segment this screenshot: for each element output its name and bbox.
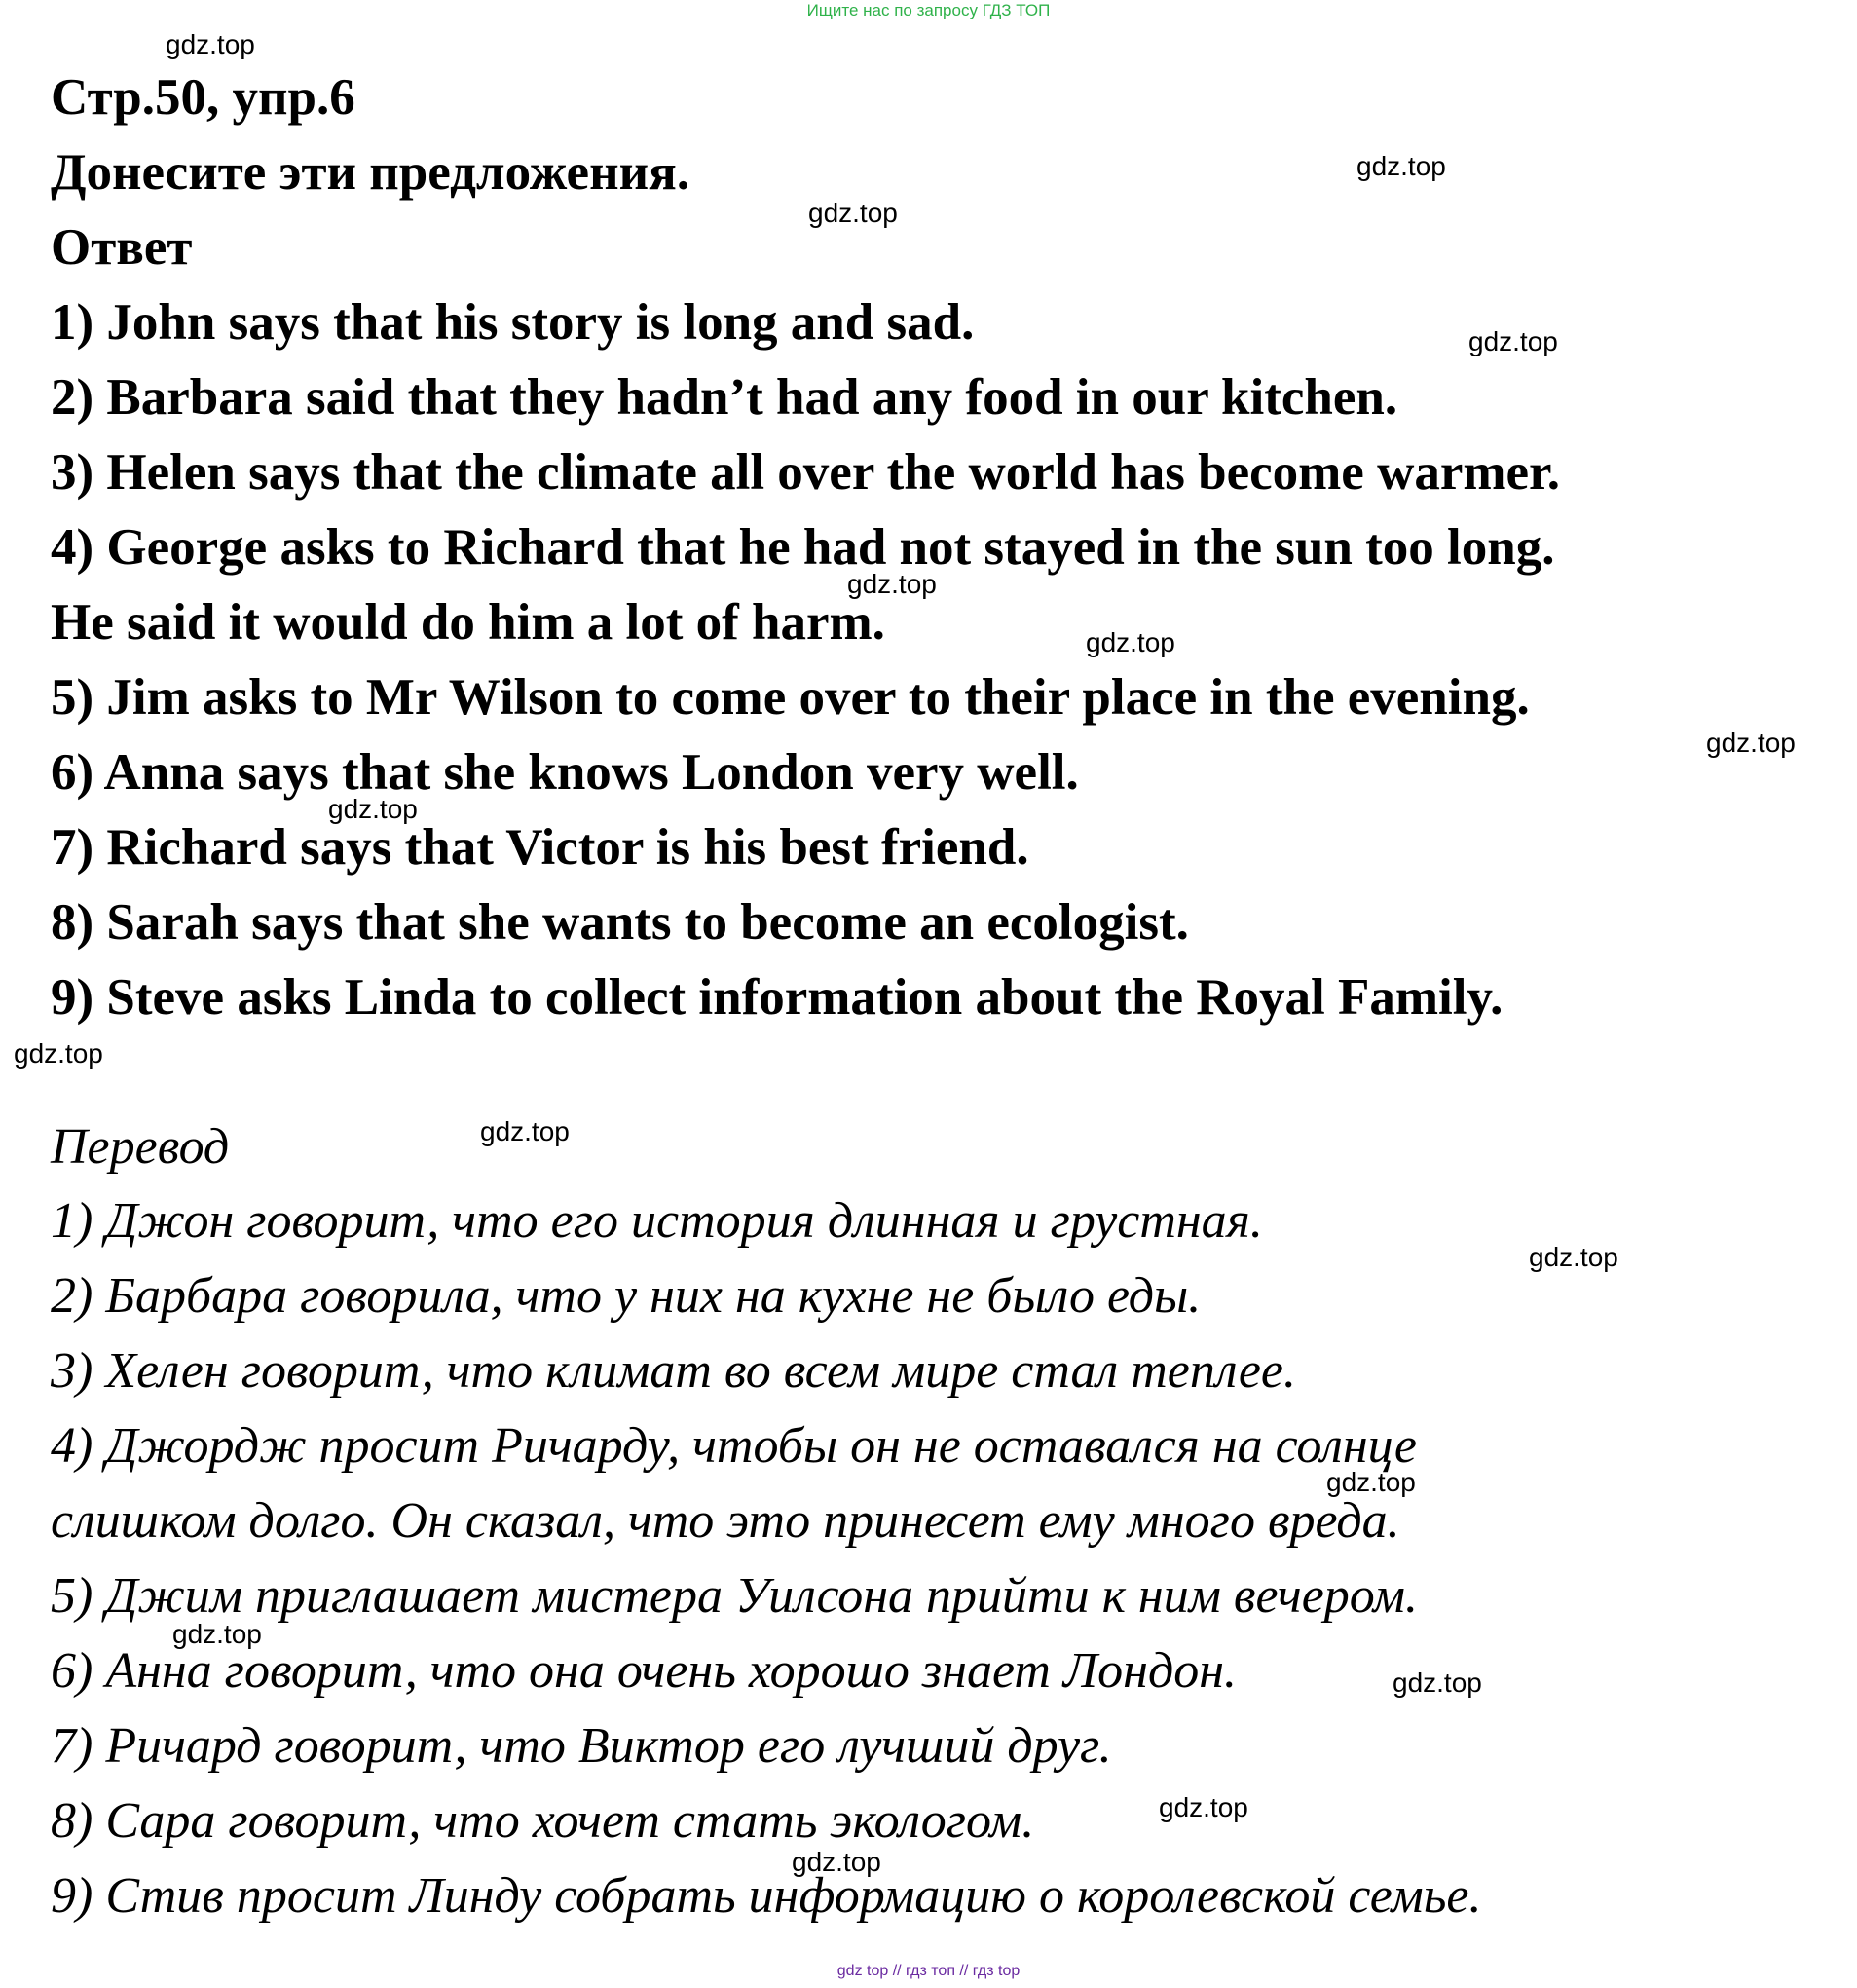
translation-line-3: 3) Хелен говорит, что климат во всем мире стал теплее.	[51, 1343, 1296, 1399]
translation-line-8: 8) Сара говорит, что хочет стать экологом.	[51, 1793, 1035, 1849]
watermark: gdz.top	[792, 1847, 881, 1877]
watermark: gdz.top	[166, 29, 255, 59]
translation-line-7: 7) Ричард говорит, что Виктор его лучший друг.	[51, 1718, 1112, 1774]
answer-line-5: 5) Jim asks to Mr Wilson to come over to their place in the evening.	[51, 669, 1530, 726]
watermark: gdz.top	[1159, 1792, 1248, 1822]
watermark: gdz.top	[1393, 1668, 1482, 1698]
translation-label: Перевод	[51, 1119, 230, 1175]
answer-line-2: 2) Barbara said that they hadn’t had any food in our kitchen.	[51, 369, 1398, 426]
translation-line-6: 6) Анна говорит, что она очень хорошо знает Лондон.	[51, 1643, 1238, 1699]
watermark: gdz.top	[1529, 1242, 1618, 1272]
answer-line-7: 7) Richard says that Victor is his best friend.	[51, 819, 1029, 876]
page-title: Стр.50, упр.6	[51, 69, 355, 126]
watermark: gdz.top	[1468, 326, 1558, 356]
watermark: gdz.top	[328, 794, 418, 824]
watermark: gdz.top	[14, 1038, 103, 1069]
answer-line-8: 8) Sarah says that she wants to become an ecologist.	[51, 894, 1189, 951]
watermark: gdz.top	[1706, 728, 1796, 758]
watermark: gdz.top	[480, 1116, 570, 1146]
top-banner: Ищите нас по запросу ГДЗ ТОП	[806, 1, 1051, 19]
watermark: gdz.top	[1356, 151, 1446, 181]
translation-line-1: 1) Джон говорит, что его история длинная и грустная.	[51, 1193, 1263, 1249]
answer-line-4: 4) George asks to Richard that he had not stayed in the sun too long.	[51, 519, 1555, 576]
answer-line-1: 1) John says that his story is long and sad.	[51, 294, 975, 351]
watermark: gdz.top	[808, 198, 898, 228]
answer-line-4-continued: He said it would do him a lot of harm.	[51, 594, 885, 651]
answer-line-9: 9) Steve asks Linda to collect information about the Royal Family.	[51, 969, 1504, 1026]
watermark: gdz.top	[1086, 627, 1175, 657]
answer-label: Ответ	[51, 219, 193, 276]
translation-line-2: 2) Барбара говорила, что у них на кухне не было еды.	[51, 1268, 1202, 1324]
translation-line-5: 5) Джим приглашает мистера Уилсона прийти к ним вечером.	[51, 1568, 1418, 1624]
task-heading: Донесите эти предложения.	[51, 144, 690, 201]
answer-line-3: 3) Helen says that the climate all over the world has become warmer.	[51, 444, 1560, 501]
answer-line-6: 6) Anna says that she knows London very well.	[51, 744, 1079, 801]
watermark: gdz.top	[1326, 1467, 1416, 1497]
watermark: gdz.top	[847, 569, 937, 599]
watermark: gdz.top	[172, 1619, 262, 1649]
translation-line-4-continued: слишком долго. Он сказал, что это принесет ему много вреда.	[51, 1493, 1400, 1549]
translation-line-4: 4) Джордж просит Ричарду, чтобы он не оставался на солнце	[51, 1418, 1417, 1474]
translation-line-9: 9) Стив просит Линду собрать информацию о королевской семье.	[51, 1868, 1482, 1924]
footer: gdz top // гдз топ // гдз top	[836, 1963, 1021, 1979]
